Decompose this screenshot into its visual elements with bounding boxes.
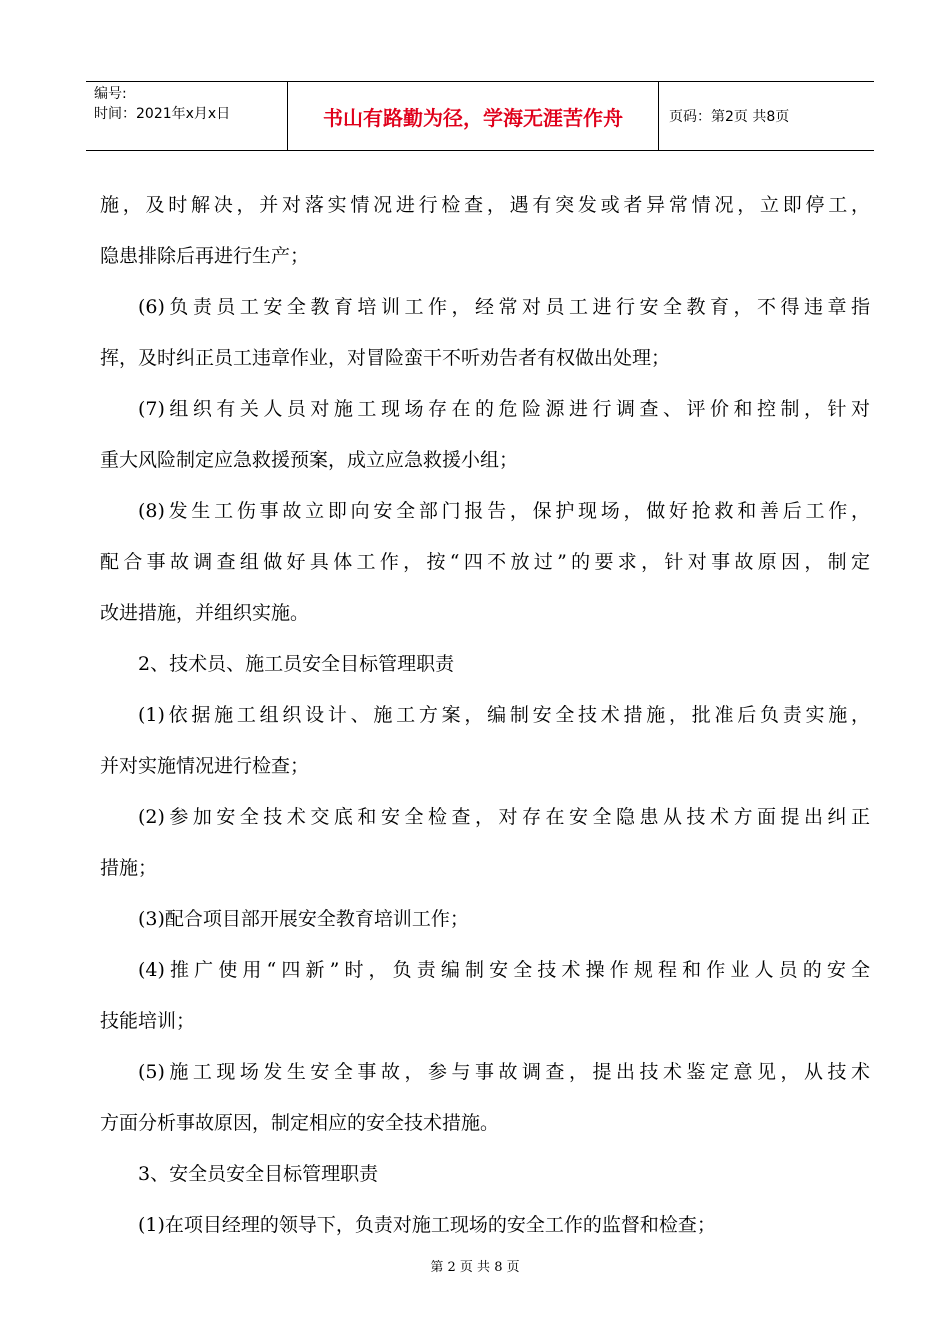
text-line: 重大风险制定应急救援预案，成立应急救援小组； [100,449,519,471]
document-number-label: 编号: [94,86,127,102]
text-line: (3)配合项目部开展安全教育培训工作； [138,908,469,930]
header-meta [86,82,287,150]
section-heading: 3、安全员安全目标管理职责 [138,1163,379,1185]
text-line: (6)负责员工安全教育培训工作，经常对员工进行安全教育，不得违章指 [138,296,870,318]
text-line: 挥，及时纠正员工违章作业，对冒险蛮干不听劝告者有权做出处理； [100,347,671,369]
header-motto: 书山有路勤为径，学海无涯苦作舟 [287,82,659,150]
section-heading: 2、技术员、施工员安全目标管理职责 [138,653,455,675]
text-line: (4)推广使用“四新”时，负责编制安全技术操作规程和作业人员的安全 [138,959,870,981]
text-line: 隐患排除后再进行生产； [100,245,310,267]
text-line: (5)施工现场发生安全事故，参与事故调查，提出技术鉴定意见，从技术 [138,1061,870,1083]
text-line: (1)依据施工组织设计、施工方案，编制安全技术措施，批准后负责实施， [138,704,870,726]
text-line: 技能培训； [100,1010,196,1032]
page-header [86,81,874,151]
text-line: 施，及时解决，并对落实情况进行检查，遇有突发或者异常情况，立即停工， [100,194,870,216]
text-line: 改进措施，并组织实施。 [100,602,310,624]
document-body [100,180,870,1251]
text-line: 措施； [100,857,158,879]
text-line: 方面分析事故原因，制定相应的安全技术措施。 [100,1112,500,1134]
page-footer: 第 2 页 共 8 页 [430,1260,520,1275]
text-line: 配合事故调查组做好具体工作，按“四不放过”的要求，针对事故原因，制定 [100,551,870,573]
text-line: (2)参加安全技术交底和安全检查，对存在安全隐患从技术方面提出纠正 [138,806,870,828]
document-time-label: 时间：2021年x月x日 [94,106,231,122]
text-line: 并对实施情况进行检查； [100,755,310,777]
text-line: (8)发生工伤事故立即向安全部门报告，保护现场，做好抢救和善后工作， [138,500,870,522]
text-line: (7)组织有关人员对施工现场存在的危险源进行调查、评价和控制，针对 [138,398,870,420]
text-line: (1)在项目经理的领导下，负责对施工现场的安全工作的监督和检查； [138,1214,716,1236]
header-page-number: 页码：第2页 共8页 [669,109,790,125]
